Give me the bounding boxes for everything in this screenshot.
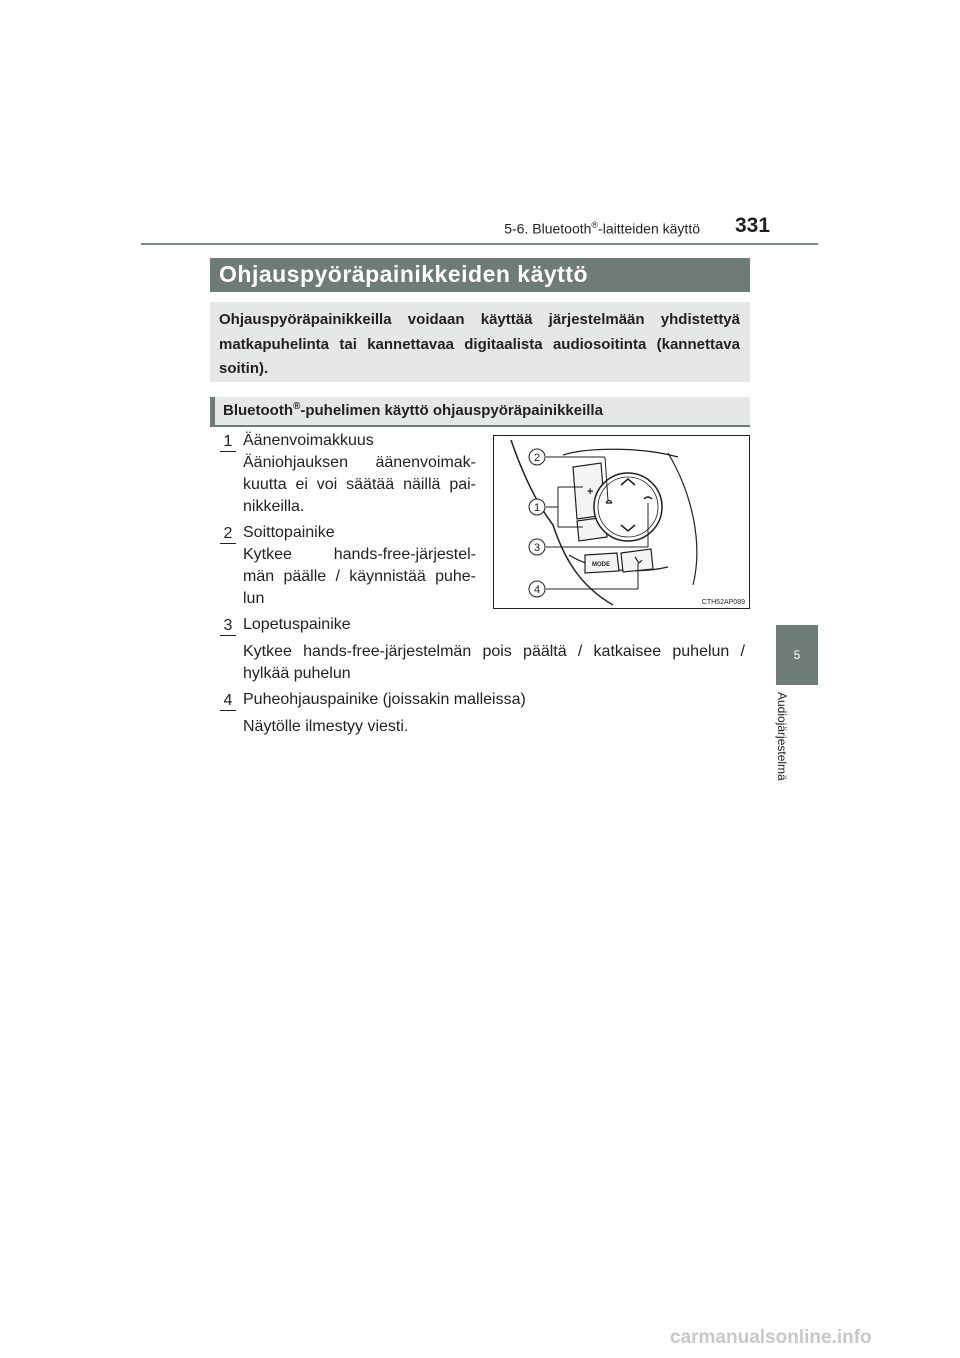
item-desc-line: kuutta ei voi säätää näillä pai-	[243, 476, 476, 493]
header-divider	[141, 243, 818, 245]
subheading-underline	[210, 425, 750, 427]
item-desc-line: Kytkee hands-free-järjestelmän pois päältä / katkaisee puhelun /	[243, 643, 745, 660]
item-number: 3	[220, 617, 236, 634]
item-desc-line: nikkeilla.	[243, 498, 305, 515]
item-desc-line: män päälle / käynnistää puhe-	[243, 568, 476, 585]
callout-1	[529, 499, 545, 515]
callout-3	[529, 539, 545, 555]
mode-label: MODE	[592, 562, 610, 568]
page-number: 331	[735, 214, 771, 237]
chapter-tab: 5	[776, 625, 818, 685]
svg-text:3: 3	[533, 542, 541, 554]
item-number: 2	[220, 525, 236, 542]
running-header: 5-6. Bluetooth®-laitteiden käyttö	[504, 220, 700, 237]
intro-text: Ohjauspyöräpainikkeilla voidaan käyttää järjestelmään yhdistettyä matkapuhelinta tai kannettavaa digitaalista audiosoitinta (kannettava soitin).	[219, 311, 740, 377]
item-title: Puheohjauspainike (joissakin malleissa)	[243, 691, 526, 708]
illustration-code: CTH52AP089	[701, 599, 745, 606]
plus-label: +	[587, 486, 594, 498]
item-number: 4	[220, 692, 236, 709]
item-desc-line: Näytölle ilmestyy viesti.	[243, 718, 409, 735]
callout-4	[529, 581, 545, 597]
svg-text:2: 2	[533, 452, 541, 464]
item-number: 1	[220, 433, 236, 450]
item-title: Äänenvoimakkuus	[243, 432, 374, 449]
svg-text:4: 4	[533, 584, 541, 596]
item-desc-line: lun	[243, 590, 265, 607]
subheading: Bluetooth®-puhelimen käyttö ohjauspyöräpainikkeilla	[223, 401, 603, 419]
steering-wheel-illustration	[493, 435, 750, 609]
item-title: Soittopainike	[243, 524, 335, 541]
page-title: Ohjauspyöräpainikkeiden käyttö	[219, 261, 589, 287]
chapter-label: Audiojärjestelmä	[775, 692, 789, 781]
item-desc-line: Ääniohjauksen äänenvoimak-	[243, 454, 476, 471]
item-desc-line: hylkää puhelun	[243, 665, 351, 682]
svg-text:1: 1	[533, 502, 541, 514]
watermark: carmanualsonline.info	[670, 1327, 872, 1348]
item-title: Lopetuspainike	[243, 616, 351, 633]
callout-2	[529, 449, 545, 465]
item-desc-line: Kytkee hands-free-järjestel-	[243, 546, 476, 563]
